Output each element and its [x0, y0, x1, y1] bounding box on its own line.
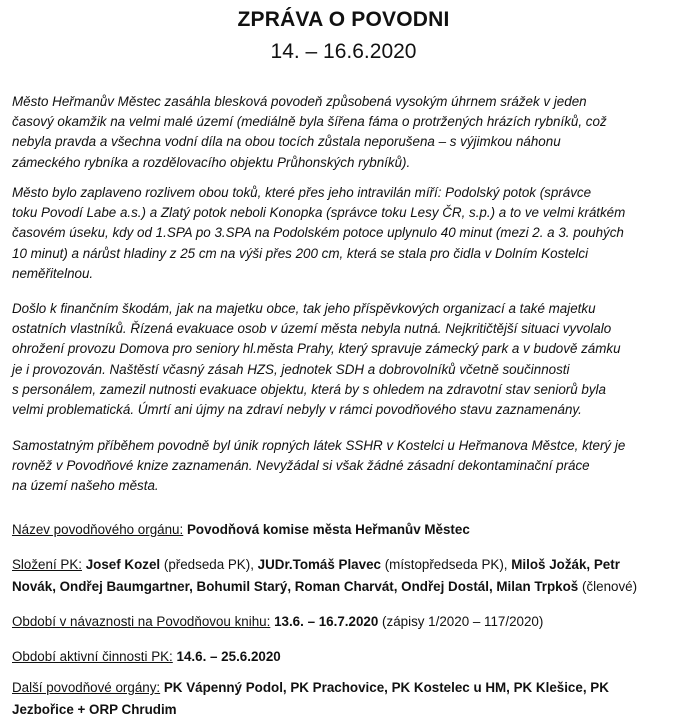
paragraph-line: velmi problematická. Úmrtí ani újmy na zdraví nebyly v rámci povodňového stavu zaznamenány. [12, 402, 582, 418]
period-book-note: (zápisy 1/2020 – 117/2020) [382, 614, 544, 629]
paragraph-line: zámeckého rybníka a rozdělovacího objektu Průhonských rybníků). [12, 154, 411, 170]
paragraph-2 [12, 183, 684, 284]
paragraph-line: je i provozován. Naštěstí včasný zásah HZS, jednotek SDH a dobrovolníků včetně součinnosti [12, 361, 570, 377]
member-role: (místopředseda PK), [384, 557, 508, 572]
members-line-2 [12, 576, 684, 598]
member-name: Miloš Jožák, [511, 557, 591, 572]
other-organs-line-2: Jezbořice + ORP Chrudim [12, 702, 177, 717]
member-role: (členové) [582, 579, 638, 594]
paragraph-line: Město Heřmanův Městec zasáhla blesková povodeň způsobená vysokým úhrnem srážek v jeden [12, 94, 587, 109]
flood-organ-label: Název povodňového orgánu: [12, 522, 184, 537]
paragraph-line: časovém úseku, kdy od 1.SPA po 3.SPA na Podolském potoce uplynulo 40 minut (mezi 2. a 3. pouhých [12, 225, 624, 241]
member-role: (předseda PK), [163, 557, 254, 572]
period-book-label: Období v návaznosti na Povodňovou knihu: [12, 614, 271, 629]
paragraph-line: toku Povodí Labe a.s.) a Zlatý potok neboli Konopka (správce toku Lesy ČR, s.p.) a to ve velmi krátkém [12, 205, 626, 221]
period-active-line [12, 646, 684, 668]
paragraph-line: Samostatným příběhem povodně byl únik ropných látek SSHR v Kostelci u Heřmanova Městce, který je [12, 438, 626, 453]
paragraph-line: ostatních vlastníků. Řízená evakuace osob v území města nebyla nutná. Nejkritičtější situaci vyvolalo [12, 321, 612, 337]
other-organs-value: PK Vápenný Podol, PK Prachovice, PK Kostelec u HM, PK Klešice, PK [163, 680, 609, 695]
member-names: Novák, Ondřej Baumgartner, Bohumil Starý, Roman Charvát, Ondřej Dostál, Milan Trpkoš [12, 579, 579, 594]
members-block [12, 554, 684, 598]
paragraph-line: ohrožení provozu Domova pro seniory hl.města Prahy, který spravuje zámecký park a v budově zámku [12, 341, 621, 357]
paragraph-line: nebyla pravda a všechna vodní díla na obou tocích zůstala neporušena – s výjimkou náhonu [12, 134, 561, 150]
paragraph-3 [12, 299, 684, 420]
other-organs-line-1 [12, 677, 684, 699]
paragraph-line: časový okamžik na velmi malé území (mediálně byla šířena fáma o protržených hrázích rybníků, což [12, 114, 607, 130]
period-active-label: Období aktivní činnosti PK: [12, 649, 173, 664]
paragraph-line: Město bylo zaplaveno rozlivem obou toků, které přes jeho intravilán míří: Podolský potok (správce [12, 185, 592, 200]
flood-organ-value: Povodňová komise města Heřmanův Městec [186, 522, 470, 537]
period-active-value: 14.6. – 25.6.2020 [176, 649, 281, 664]
flood-organ-line [12, 519, 684, 541]
other-organs-label: Další povodňové orgány: [12, 680, 161, 695]
document-dates: 14. – 16.6.2020 [270, 40, 417, 63]
paragraph-4 [12, 436, 684, 497]
paragraph-line: s personálem, zamezil nutnosti evakuace objektu, která by s ohledem na zdravotní stav seniorů byla [12, 381, 606, 397]
paragraph-line: na území našeho města. [12, 478, 159, 494]
members-line-1 [12, 554, 684, 576]
document-title: ZPRÁVA O POVODNI [237, 8, 450, 31]
member-name: Josef Kozel [85, 557, 161, 572]
paragraph-1 [12, 92, 684, 173]
other-organs-block [12, 677, 684, 721]
paragraph-line: Došlo k finančním škodám, jak na majetku obce, tak jeho příspěvkových organizací a také majetku [12, 301, 596, 316]
members-label: Složení PK: [12, 557, 82, 572]
paragraph-line: rovněž v Povodňové knize zaznamenán. Nevyžádal si však žádné zásadní dekontaminační práce [12, 458, 590, 474]
paragraph-line: neměřitelnou. [12, 265, 94, 281]
member-name: JUDr.Tomáš Plavec [257, 557, 381, 572]
period-book-value: 13.6. – 16.7.2020 [274, 614, 379, 629]
member-name: Petr [593, 557, 620, 572]
period-book-line [12, 611, 684, 633]
paragraph-line: 10 minut) a nárůst hladiny z 25 cm na výši přes 200 cm, která se stala pro čidla v Dolním Kostelci [12, 245, 589, 261]
